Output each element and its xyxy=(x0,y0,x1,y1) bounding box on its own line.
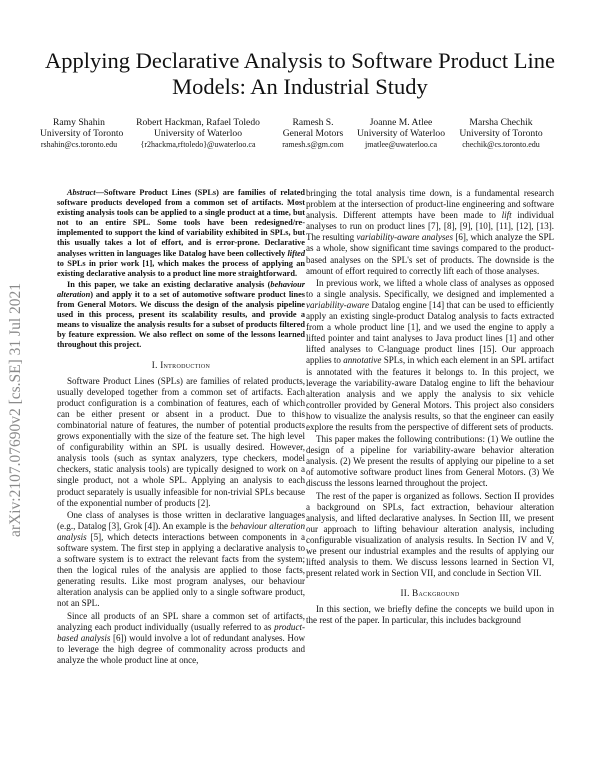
abstract-text: to SPLs in prior work [1], which makes the process of applying an existing declarative analysis to a product line more straightforward. xyxy=(57,258,305,278)
arxiv-stamp xyxy=(6,205,26,615)
paragraph-text: Since all products of an SPL share a common set of artifacts, analyzing each product individually (usually referred to as xyxy=(57,610,305,632)
paragraph-text: SPLs, in which each element in an SPL artifact is annotated with the features it belongs to. In this project, we leverage the variability-aware Datalog engine to lift the behaviour alteration analysis and we apply the analysis to six vehicle controller provided by General Motors. This project also considers how to visualize the analysis results, so that the engineer can easily explore the results from the perspective of different sets of products. xyxy=(306,355,555,432)
author-email: rshahin@cs.toronto.edu xyxy=(40,140,118,149)
author-block xyxy=(40,117,570,157)
emphasis: variability-aware analyses xyxy=(356,232,453,243)
section-heading-introduction: I. Introduction xyxy=(151,359,211,370)
author-2 xyxy=(128,117,268,150)
emphasis: behaviour alteration analysis xyxy=(57,520,305,542)
author-affiliation: University of Toronto xyxy=(40,128,124,139)
paragraph-text: [6], which analyze the SPL as a whole, show significant time savings compared to the product-based analyses on the SPL's set of products. The downside is the amount of effort required to correctly lift each of those analyses. xyxy=(306,232,555,276)
emphasis: lift xyxy=(501,210,512,221)
author-email: chechik@cs.toronto.edu xyxy=(462,140,540,149)
author-email: ramesh.s@gm.com xyxy=(282,140,344,149)
emphasis: annotative xyxy=(343,355,382,366)
intro-paragraph-2 xyxy=(57,510,305,610)
paragraph-text: bringing the total analysis time down, is a fundamental research problem at the intersection of product-line engineering and software analysis. Different attempts have been made to xyxy=(306,188,554,221)
abstract-emphasis: lifted xyxy=(287,248,305,258)
paragraph-text: [5], which detects interactions between components in a software system. The first step in applying a declarative analysis to a software system is to extract the relevant facts from the system; then the logical rules of the analysis are applied to those facts, generating results. Like most program analyses, our behaviour alteration analysis can be applied only to a single software product, not an SPL. xyxy=(57,531,305,609)
author-5 xyxy=(455,117,547,150)
author-affiliation: University of Waterloo xyxy=(356,128,446,139)
intro-paragraph-3 xyxy=(57,611,305,666)
emphasis: product-based analysis xyxy=(57,621,305,643)
abstract: Abstract—Software Product Lines (SPLs) are families of related software products developed from a common set of artifacts. Most existing analysis tools can be applied to a single product at a time, but not to an entire SPL. Some tools have been redesigned/re-implemented to support the kind of variability exhibited in SPLs, but this usually takes a lot of effort, and is error-prone. Declarative analyses written in languages like Datalog have been collectively lifted to SPLs in prior work [1], which makes the process of applying an existing declarative analysis to a product line more straightforward. In this paper, we take an existing declarative analysis (behaviour alteration) and apply it to a set of automotive software product lines from General Motors. We discuss the design of the analysis pipeline used in this process, present its scalability results, and provide a means to visualize the analysis results for a subset of products filtered by feature expression. We also reflect on some of the lessons learned throughout this project. xyxy=(57,188,305,350)
emphasis: variability-aware xyxy=(306,299,369,310)
author-name: Marsha Chechik xyxy=(469,117,533,128)
author-affiliation: University of Waterloo xyxy=(153,128,243,139)
author-name: Ramesh S. xyxy=(292,117,334,128)
paper-title: Applying Declarative Analysis to Software Product Line Models: An Industrial Study xyxy=(45,48,555,99)
arxiv-stamp-text: arXiv:2107.07690v2 [cs.SE] 31 Jul 2021 xyxy=(7,282,24,538)
intro-paragraph-7: The rest of the paper is organized as follows. Section II provides a background on SPLs, fact extraction, behaviour alteration analysis, and lifted declarative analyses. In Section III, we present our approach to lifting behaviour alteration analysis, including configurable visualization of analysis results. In Section IV and V, we present our industrial examples and the results of applying our lifted analysis to them. We discuss lessons learned in Section VI, present related work in Section VII, and conclude in Section VII. xyxy=(306,490,554,579)
section-heading-background: II. Background xyxy=(400,588,460,599)
author-name: Robert Hackman, Rafael Toledo xyxy=(136,117,260,128)
background-paragraph-1: In this section, we briefly define the concepts we build upon in the rest of the paper. In particular, this includes background xyxy=(306,604,554,626)
abstract-emphasis: behaviour alteration xyxy=(57,279,305,299)
abstract-label: Abstract xyxy=(67,188,96,197)
intro-paragraph-5 xyxy=(306,278,554,433)
abstract-text: ) and apply it to a set of automotive software product lines from General Motors. We discuss the design of the analysis pipeline used in this process, present its scalability results, and provide a means to visualize the analysis results for a subset of products filtered by feature expression. We also reflect on some of the lessons learned throughout this project. xyxy=(57,289,305,350)
intro-paragraph-6: This paper makes the following contributions: (1) We outline the design of a pipeline for variability-aware behavior alteration analysis. (2) We present the results of applying our pipeline to a set of automotive software product lines from General Motors. (3) We discuss the lessons learned throughout the project. xyxy=(306,434,554,489)
author-name: Joanne M. Atlee xyxy=(369,117,433,128)
author-1 xyxy=(40,117,124,150)
author-3 xyxy=(280,117,346,150)
paragraph-text: individual analyses to run on product lines [7], [8], [9], [10], [11], [12], [13]. The resulting xyxy=(306,210,555,243)
right-column xyxy=(306,188,554,628)
abstract-text: Software Product Lines (SPLs) are families of related software products developed from a common set of artifacts. Most existing analysis tools can be applied to a single product at a time, but not to an entire SPL. Some tools have been redesigned/re-implemented to support the kind of variability exhibited in SPLs, but this usually takes a lot of effort, and is error-prone. Declarative analyses written in languages like Datalog have been collectively xyxy=(57,188,305,258)
author-affiliation: University of Toronto xyxy=(459,128,543,139)
paragraph-text: In previous work, we lifted a whole class of analyses as opposed to a single analysis. Specifically, we designed and implemented a xyxy=(306,277,554,299)
author-name: Ramy Shahin xyxy=(53,117,105,128)
author-4 xyxy=(353,117,449,150)
intro-paragraph-4 xyxy=(306,188,554,277)
paragraph-text: Datalog engine [14] that can be used to efficiently apply an existing single-product Datalog analysis to facts extracted from a whole product line [1], and we used the engine to apply a lifted pointer and taint analyses to Java product lines [1] and other lifted analyses to C-language product lines [15]. Our approach applies to xyxy=(306,299,554,366)
author-email: jmatlee@uwaterloo.ca xyxy=(365,140,437,149)
paragraph-text: One class of analyses is those written in declarative languages (e.g., Datalog [3], Grok [4]). An example is the xyxy=(57,509,305,531)
paragraph-text: [6]) would involve a lot of redundant analyses. How to leverage the high degree of commonality across products and analyze the whole product line at once, xyxy=(57,632,305,665)
intro-paragraph-1: Software Product Lines (SPLs) are families of related products, usually developed together from a common set of artifacts. Each product configuration is a combination of features, each of which can be either present or absent in a product. Due to this combinatorial nature of features, the number of potential products grows exponentially with the size of the feature set. The high level of configurability within an SPL is usually desired. However, analysis tools (such as syntax analyzers, type checkers, model checkers, static analysis tools) are typically designed to work on a single product, not a whole SPL. Applying an analysis to each product separately is usually infeasible for non-trivial SPLs because of the exponential number of products [2]. xyxy=(57,375,305,508)
author-affiliation: General Motors xyxy=(282,128,344,139)
abstract-text: In this paper, we take an existing declarative analysis ( xyxy=(67,279,271,289)
left-column xyxy=(57,188,305,667)
author-email: {r2hackma,rftoledo}@uwaterloo.ca xyxy=(140,140,256,149)
